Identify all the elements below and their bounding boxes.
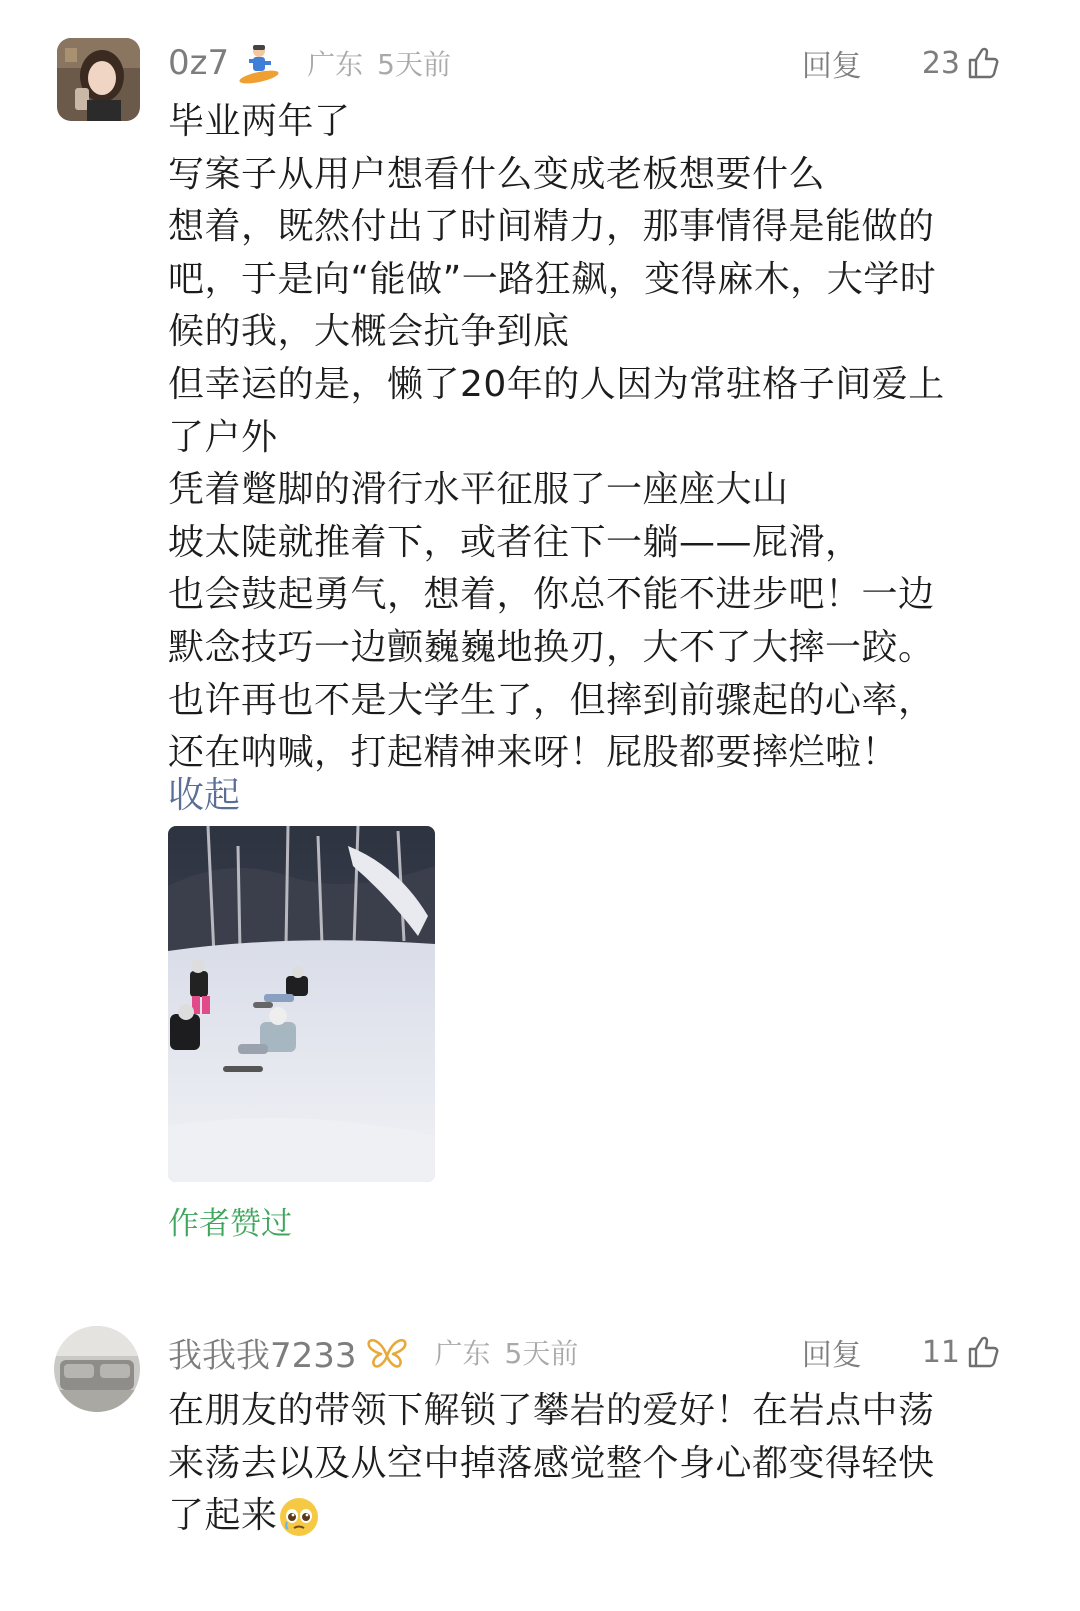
like-count: 23 (921, 45, 960, 81)
comment-meta (168, 33, 1000, 93)
reply-button[interactable]: 回复 (801, 1338, 862, 1373)
wings-icon (365, 1330, 409, 1374)
comment-line: 也会鼓起勇气，想着，你总不能不进步吧！一边 (168, 574, 935, 616)
teary-face-emoji-icon (278, 1496, 320, 1538)
nickname[interactable]: 0z7 (168, 43, 230, 83)
thumbs-up-icon[interactable] (966, 1335, 1000, 1369)
comment-line: 毕业两年了 (168, 101, 351, 142)
comment-line: 还在呐喊，打起精神来呀！屁股都要摔烂啦！ (168, 732, 899, 774)
comment-line: 也许再也不是大学生了，但摔到前骤起的心率， (168, 679, 935, 721)
collapse-link[interactable]: 收起 (168, 775, 241, 816)
comment-line: 默念技巧一边颤巍巍地换刃，大不了大摔一跤。 (168, 626, 935, 668)
comment-line: 但幸运的是，懒了20年的人因为常驻格子间爱上 (168, 363, 945, 405)
comment-line: 吧，于是向“能做”一路狂飙，变得麻木，大学时 (168, 258, 937, 300)
comment-line: 在朋友的带领下解锁了攀岩的爱好！在岩点中荡 (168, 1390, 935, 1431)
avatar[interactable] (57, 38, 140, 121)
comment-text (168, 1385, 1008, 1543)
comment-line: 想着，既然付出了时间精力，那事情得是能做的 (168, 206, 935, 248)
like-count: 11 (921, 1334, 960, 1370)
comment-line: 写案子从用户想看什么变成老板想要什么 (168, 153, 826, 195)
author-liked-label: 作者赞过 (168, 1206, 292, 1242)
comment-line: 来荡去以及从空中掉落感觉整个身心都变得轻快 (168, 1442, 935, 1484)
thumbs-up-icon[interactable] (966, 46, 1000, 80)
comment-line: 凭着蹩脚的滑行水平征服了一座座大山 (168, 469, 789, 511)
comment-line-last (168, 1490, 1008, 1543)
comment-line: 候的我，大概会抗争到底 (168, 311, 570, 353)
comment-line-text: 了起来 (168, 1495, 278, 1537)
comment-line: 了户外 (168, 416, 278, 458)
comment-text (168, 96, 1008, 780)
avatar[interactable] (54, 1326, 140, 1412)
snowboarder-icon (237, 41, 281, 85)
comment-line: 坡太陡就推着下，或者往下一躺——屁滑， (168, 521, 862, 563)
location-label: 广东 (434, 1337, 491, 1370)
comment-item (0, 1290, 1080, 1611)
reply-button[interactable]: 回复 (801, 49, 862, 84)
timestamp: 5天前 (504, 1337, 579, 1370)
comment-meta (168, 1322, 1000, 1382)
nickname[interactable]: 我我我7233 (168, 1335, 357, 1376)
location-label: 广东 (307, 48, 364, 81)
timestamp: 5天前 (377, 48, 451, 81)
comment-photo[interactable] (168, 826, 435, 1182)
